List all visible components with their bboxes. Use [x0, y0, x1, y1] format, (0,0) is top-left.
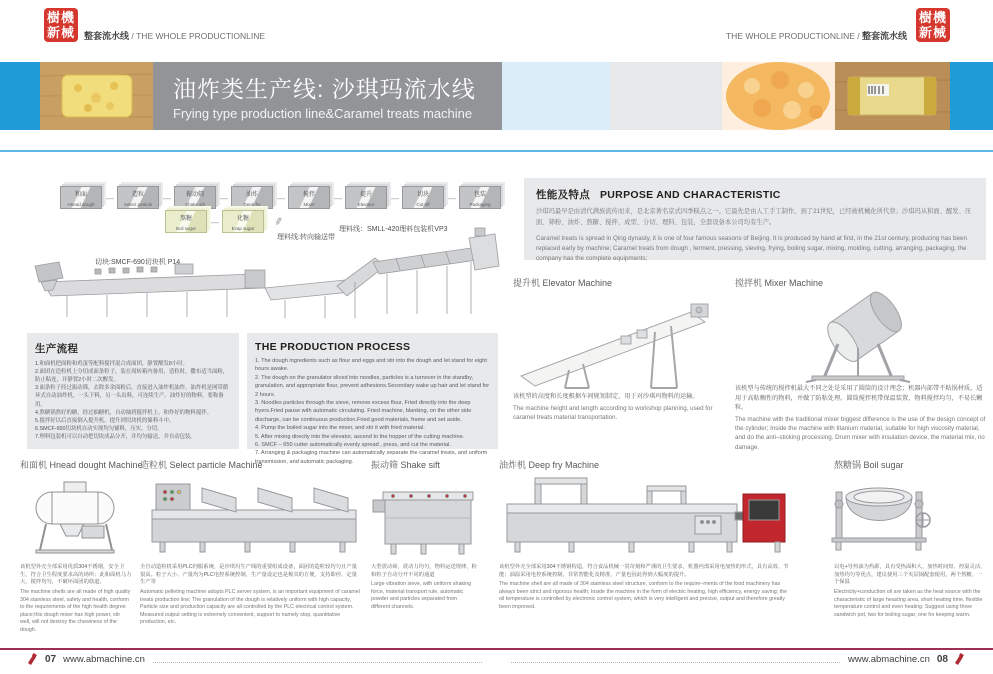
fry-machine-photo: [499, 470, 791, 563]
sift-machine-photo: [371, 470, 481, 563]
production-process-zh-list: [35, 360, 231, 441]
diagram-label-turn-conveyor: 理料线:转向输送带: [277, 234, 335, 241]
banner-lightblue-block: [502, 62, 610, 130]
footer-right: [503, 653, 965, 665]
process-en-item: 6. SMCF – 650 cutter automatically evenly spread , press, and cut the material.: [255, 441, 451, 448]
process-zh-item: 7.理料包装机可以自动把切块成品分开，并均匀输送，并自动包装。: [35, 433, 196, 440]
flow-step-fry: 油炸 Deep fry: [231, 186, 273, 209]
sugar-machine-desc: [834, 564, 986, 619]
process-flowchart: [60, 186, 501, 209]
flow-step-boil-sugar: 熬糖 Boil sugar: [165, 210, 207, 233]
diagram-label-packer: 理料线：SMLL-420理料包装机VP3: [339, 226, 448, 233]
dough-machine-photo: [20, 474, 132, 563]
mixer-machine-desc: [735, 384, 987, 452]
footer-dotted-rule: [153, 656, 482, 663]
dough-machine-desc: [20, 564, 132, 634]
sugar-machine-label: 熬糖锅 Boil sugar: [834, 460, 904, 470]
flow-step-sift: 振动筛 Shake sift: [174, 186, 216, 209]
flow-connector: —: [276, 192, 285, 203]
flow-connector: —: [210, 216, 219, 227]
purpose-title-zh: 性能及特点: [536, 189, 590, 201]
process-zh-item: 3.面条粒子经过振动筛，去除多余面粉后，直接进入油炸机油炸。油炸机是网带循环式自动油炸机，一头下料，另一头出料，可连续生产。油炸好的物料，要称备用。: [35, 385, 229, 408]
mixer-desc-en: The machine with the traditional mixer biggest difference is the use of the design concept of the cylinder; Inside the machine with titanium material, suitable for high viscosity material, and do the anti–sticking processing. Drum mixer with insulation device, the material mix, no damage.: [735, 415, 986, 451]
elevator-desc-zh: 该机型的高度和长度根据车间规划制定，用于对沙琪玛物料的运输。: [513, 393, 699, 400]
header-tagline-en: THE WHOLE PRODUCTIONLINE: [136, 31, 266, 41]
elevator-machine-desc: [513, 392, 727, 422]
header-tagline-left: [84, 29, 265, 42]
caramel-treat-photo: [40, 62, 153, 130]
process-zh-item: 6.SMCF-650切块机自动实现均匀铺料，压实，分切。: [35, 425, 163, 432]
flow-step-evap-sugar: 化糖 Evap sugar: [222, 210, 264, 233]
production-line-drawing: [25, 222, 500, 337]
diagram-label-cutter: 切块:SMCF-690切块机 P14: [95, 259, 181, 266]
flow-step-mixer: 搅拌 Mixer: [288, 186, 330, 209]
process-en-item: 5. After mixing directly into the elevator, ascend to the hopper of the cutting machine.: [255, 433, 465, 440]
header-tagline-sep: /: [129, 31, 137, 41]
fry-machine-desc: [499, 564, 791, 611]
particle-machine-desc: [140, 564, 362, 627]
purpose-title: [536, 187, 974, 202]
dough-machine-label: 和面机 Hnead dought Machine: [20, 460, 143, 470]
sugar-machine-photo: [828, 464, 930, 563]
particle-machine-photo: [140, 472, 364, 563]
sugar-desc-zh: 以电+导热油为热源，具有受热面积大、加热时间短、控温灵活、加热均匀等优点，建议使用三个夹层锅配套使用，两个熬糖，一个保温: [834, 564, 986, 586]
fry-desc-en: The machine shell are all made of 304 stainless steel structure, conform to the require–ments of the food machinery has always been strict and rigorous health; Inside the machine in the form of electric heating, high efficiency, energy saving; the oil temperature is controlled by electronic control system, which is very intelligent and precise, output and therefore greatly been improved.: [499, 581, 788, 610]
mixer-machine-photo: [760, 286, 960, 387]
brand-seal-text-right: 樹機新械: [918, 9, 947, 40]
brand-mark-icon: [28, 653, 38, 665]
sift-desc-en: Large vibration sieve, with uniform shaking force, material transport rule, automatic powder and particles separated from different channels.: [371, 581, 472, 610]
packaged-product-photo: [835, 62, 950, 130]
sugar-desc-en: Electricity+conduction oil are taken as the heat source with the characteristic of large heasting area, short heating time, flexible temperature control and even heating. Suggest using three sandwich pot, two for boiling sugar, one for keeping warm.: [834, 589, 983, 618]
title-banner: [0, 62, 993, 130]
page-subtitle: Frying type production line&Caramel treats machine: [173, 106, 473, 121]
site-link-right[interactable]: www.abmachine.cn: [848, 653, 930, 665]
purpose-title-en: PURPOSE AND CHARACTERISTIC: [600, 189, 781, 201]
production-process-zh-title: 生产流程: [35, 343, 79, 355]
elevator-machine-label: 提升机 Elevator Machine: [513, 278, 613, 288]
elevator-machine-photo: [513, 292, 725, 395]
particle-desc-en: Automatic pelleting machine adopts PLC server system, is an important equipment of caramel treats production line; The granulation of the dough is relatively uniform with high capacity, Particle size and production capacity are all controlled by the PLC electrical control system. Measured output setting is extremely convenient, support to namely stop, quantitative production, etc.: [140, 589, 360, 626]
brand-seal-text: 樹機新械: [46, 9, 75, 40]
brand-seal-logo-right: [916, 8, 950, 42]
process-en-item: 3. Noodles particles through the sieve, remove excess flour, Fried directly into the deep fryers.Fried pause with automatic circulating. Fried machine, blanking, on the other side discharge, can be continuous production.Fried good materials, frame and set aside.: [255, 399, 472, 423]
banner-underline-rule: [0, 150, 993, 152]
fry-desc-zh: 该机型外壳全部采用304不锈钢构造，符合食品机械一贯苛刻和严谨的卫生要求，机器内部采用电加热的形式，具有高效、节能；油温采用电控系统控制，非常智能化及精准，产量也因此得到大幅度的提升。: [499, 564, 789, 578]
process-zh-item: 1.和面机把面粉和鸡蛋等配料搅拌混合成面团，静置醒发8小时。: [35, 361, 189, 367]
process-zh-item: 2.面团在造粒机上分切成面条粒子，装在周转箱内备用，造粒时，撒布适当面粉，防止粘连，并静置2小时二次醒发。: [35, 369, 229, 384]
purpose-paragraph-zh: 沙琪玛最早是由清代满族流传而来，是北京著名京式四季糕点之一。它最先是由人工手工制作，到了21世纪，已经被机械化所代替；沙琪玛从和面、醒发、压面、筛粉、油炸、熬糖、搅拌、成型、分切、理料、包装，全套设备本公司均有生产。: [536, 208, 972, 227]
flow-connector: —: [219, 192, 228, 203]
particle-desc-zh: 全自动造粒机采用PLC伺服系统，是沙琪玛生产线的重要组成设备，面团的造粒较均匀且产量很高。粒子大小、产量均为PLC电控系统控制，生产量设定也是极其的方便，支持即停、定量生产等: [140, 564, 357, 586]
header-tagline-zh: 整套流水线: [84, 31, 130, 41]
process-en-item: 2. The dough on the granulator sliced into noodles, particles is a turnover in the standby, granulation, and appropriate flour, prevent adhesions.Secondary wake up hair and let stand for 2 hours.: [255, 374, 490, 398]
process-en-item: 1. The dough ingredients such as flour and eggs and stir into the dough and let stand for eight hours awake.: [255, 358, 487, 373]
fry-machine-label: 油炸机 Deep fry Machine: [499, 460, 600, 470]
footer-left: [28, 653, 490, 665]
banner-lightgray-block: [610, 62, 722, 130]
production-process-en-title: THE PRODUCTION PROCESS: [255, 341, 411, 353]
flow-connector: —: [333, 192, 342, 203]
purpose-characteristic-box: [524, 178, 986, 263]
brand-mark-icon: [955, 653, 965, 665]
pencil-icon: ✎: [270, 216, 284, 227]
sift-desc-zh: 大型震动筛，震动力均匀，物料运送规律，粉和粒子自动分开不同的通道: [371, 564, 477, 578]
page-number-left: 07: [45, 653, 57, 665]
footer-dotted-rule: [511, 656, 840, 663]
header-tagline-sep-r: /: [854, 31, 862, 41]
process-en-item: 4. Pump the boiled sugar into the mixer, and stir it with fried material.: [255, 425, 425, 432]
brand-seal-logo: [44, 8, 78, 42]
dough-desc-zh: 该机型外壳全部采用优质304不锈钢，安全卫生，符合卫生程度要求高的场所；此和面机马力大，搅拌均匀，不破坏面团的筋道。: [20, 564, 132, 586]
flow-step-packaging: 包装 Packaging: [459, 186, 501, 209]
page-title: 油炸类生产线: 沙琪玛流水线: [173, 76, 476, 102]
dough-desc-en: The machine shells are all made of high quality 304 stainless steel, safety and health, conform to the requirements of the high health degree place;this dough mixer has high power, stir well, will not destroy the chewiness of the dough.: [20, 589, 131, 633]
mixer-machine-label: 搅拌机 Mixer Machine: [735, 278, 824, 288]
flow-step-elevator: 提升 Elevator: [345, 186, 387, 209]
flow-step-cut: 切块 Cut off: [402, 186, 444, 209]
header-tagline-zh-r: 整套流水线: [861, 31, 907, 41]
caramel-closeup-photo: [722, 62, 835, 130]
particle-machine-label: 造粒机 Select particle Machine: [140, 460, 263, 470]
elevator-desc-en: The machine height and length according to workshop planning, used for caramel treats material transportation.: [513, 404, 713, 421]
process-en-item: 7. Arranging & packaging machine can automatically separate the caramel treats, and uniform transmission, and automatic packaging.: [255, 450, 488, 465]
flow-step-knead: 和面 Hnead dough: [60, 186, 102, 209]
header-tagline-right: [726, 29, 907, 42]
flow-connector: —: [162, 192, 171, 203]
sift-machine-label: 振动筛 Shake sift: [371, 460, 441, 470]
banner-blue-block-right: [950, 62, 993, 130]
process-zh-item: 4.熬糖锅熬好的糖，经过抽糖机，自动抽到搅拌机上，和炸好的物料搅拌。: [35, 409, 212, 416]
flow-step-particle: 造粒 Select particle: [117, 186, 159, 209]
production-process-zh-box: [27, 333, 239, 449]
header-tagline-en-r: THE WHOLE PRODUCTIONLINE: [725, 31, 855, 41]
process-zh-item: 5.搅拌好以后直接倒入提升机，提升到切块机的储料斗中。: [35, 417, 175, 424]
sift-machine-desc: [371, 564, 477, 611]
mixer-desc-zh: 该机型与传统的搅拌机最大不同之处是采用了圆筒的设计理念；机器内部带不粘锅材质，适用于高粘稠性的物料，并做了防粘处理。圆筒搅拌机带保温装置，物料搅拌均匀，不易长颗粒。: [735, 385, 983, 412]
flow-connector: —: [105, 192, 114, 203]
banner-title-block: [153, 62, 502, 130]
page-number-right: 08: [936, 653, 948, 665]
production-process-en-list: [255, 357, 490, 466]
site-link-left[interactable]: www.abmachine.cn: [63, 653, 145, 665]
purpose-paragraph-en: Caramel treats is spread in Qing dynasty, it is one of four famous seasons of Beijing. It is produced by hand at first, in the 21st century, producing has been replaced early by machine; Caramel treats from dough , ferment, pressing, sieving, frying, boiling sugar, mixing, molding, cutting, arranging, packaging, the company has the complete equipments;: [536, 235, 967, 263]
flow-connector: —: [390, 192, 399, 203]
footer-rule: [0, 648, 993, 650]
flow-connector: —: [447, 192, 456, 203]
banner-blue-block-left: [0, 62, 40, 130]
